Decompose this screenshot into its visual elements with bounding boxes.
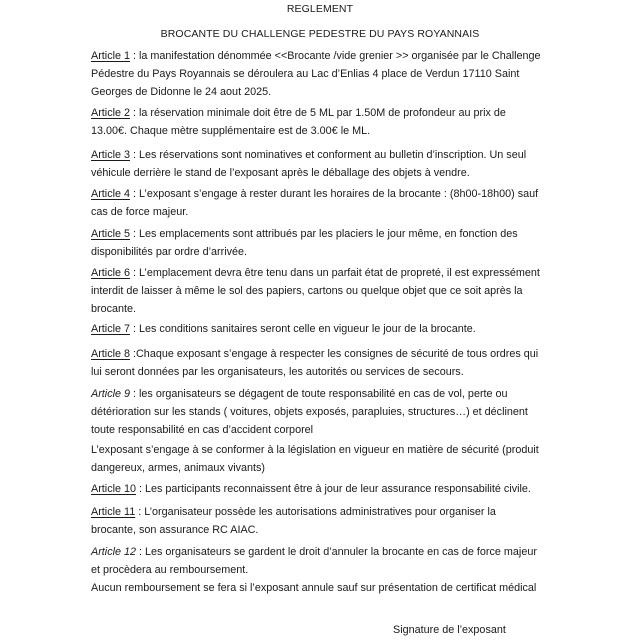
- paragraph-text: : L’organisateur possède les autorisations administratives pour organiser la: [135, 506, 496, 518]
- paragraph-text: brocante.: [91, 303, 137, 315]
- paragraph-text: toute responsabilité en cas d’accident corporel: [91, 424, 314, 436]
- paragraph-text: détérioration sur les stands ( voitures, objets exposés, parapluies, structures…) et déclinent: [91, 406, 528, 418]
- signature-label: Signature de l’exposant: [393, 624, 506, 636]
- paragraph-text: cas de force majeur.: [91, 206, 189, 218]
- article-label: Article 10: [91, 483, 137, 495]
- paragraph-line: [91, 579, 561, 597]
- paragraph-text: : Les emplacements sont attribués par les placiers le jour même, en fonction des: [130, 228, 518, 240]
- paragraph-text: L’exposant s’engage à se conformer à la législation en vigueur en matière de sécurité (produit: [91, 444, 539, 456]
- document-subtitle: BROCANTE DU CHALLENGE PEDESTRE DU PAYS ROYANNAIS: [160, 28, 480, 40]
- paragraph-text: interdit de laisser à même le sol des papiers, cartons ou quelque objet que ce soit après la: [91, 285, 523, 297]
- article-12: [91, 543, 561, 597]
- article-1: [91, 47, 561, 101]
- article-11: [91, 503, 561, 539]
- article-label: Article 7: [91, 323, 131, 335]
- article-10: [91, 480, 561, 498]
- article-7: [91, 320, 561, 338]
- paragraph-line: [91, 65, 561, 83]
- paragraph-line: [91, 320, 561, 338]
- article-label: Article 9: [91, 388, 131, 400]
- paragraph-line: [91, 363, 561, 381]
- paragraph-line: [91, 521, 561, 539]
- document-title: REGLEMENT: [286, 3, 354, 15]
- article-2: [91, 104, 561, 140]
- article-label: Article 5: [91, 228, 131, 240]
- paragraph-line: [91, 441, 561, 459]
- paragraph-text: : la réservation minimale doit être de 5 ML par 1.50M de profondeur au prix de: [130, 107, 506, 119]
- paragraph-line: [91, 47, 561, 65]
- paragraph-line: [91, 104, 561, 122]
- article-label: Article 6: [91, 267, 131, 279]
- article-3: [91, 146, 561, 182]
- paragraph-line: [91, 243, 561, 261]
- article-label: Article 4: [91, 188, 131, 200]
- paragraph-line: [91, 225, 561, 243]
- paragraph-line: [91, 122, 561, 140]
- paragraph-text: lui seront données par les organisateurs, les autorités ou services de secours.: [91, 366, 464, 378]
- article-8: [91, 345, 561, 381]
- paragraph-line: [91, 421, 561, 439]
- article-label: Article 11: [91, 506, 136, 518]
- paragraph-text: Georges de Didonne le 24 aout 2025.: [91, 86, 272, 98]
- article-label: Article 1: [91, 50, 131, 62]
- paragraph-line: [91, 146, 561, 164]
- article-9: [91, 385, 561, 439]
- paragraph-text: : Les réservations sont nominatives et conforment au bulletin d’inscription. Un seul: [130, 149, 527, 161]
- paragraph-line: [91, 83, 561, 101]
- paragraph-line: [91, 203, 561, 221]
- paragraph-text: : la manifestation dénommée <<Brocante /vide grenier >> organisée par le Challenge: [130, 50, 541, 62]
- paragraph-text: Aucun remboursement se fera si l’exposant annule sauf sur présentation de certificat médical: [91, 582, 537, 594]
- paragraph-text: brocante, son assurance RC AIAC.: [91, 524, 259, 536]
- paragraph-text: et procèdera au remboursement.: [91, 564, 249, 576]
- paragraph-text: véhicule derrière le stand de l’exposant après le déballage des objets à vendre.: [91, 167, 470, 179]
- paragraph-text: : Les organisateurs se gardent le droit d’annuler la brocante en cas de force majeur: [136, 546, 537, 558]
- paragraph-text: :Chaque exposant s’engage à respecter les consignes de sécurité de tous ordres qui: [130, 348, 539, 360]
- paragraph-text: : L’exposant s’engage à rester durant les horaires de la brocante : (8h00-18h00) sauf: [130, 188, 539, 200]
- paragraph-text: dangereux, armes, animaux vivants): [91, 462, 266, 474]
- article-label: Article 8: [91, 348, 131, 360]
- paragraph-line: [91, 480, 561, 498]
- paragraph-line: [91, 345, 561, 363]
- article-label: Article 2: [91, 107, 131, 119]
- paragraph-line: [91, 300, 561, 318]
- paragraph-text: 13.00€. Chaque mètre supplémentaire est de 3.00€ le ML.: [91, 125, 371, 137]
- article-label: Article 12: [91, 546, 137, 558]
- paragraph-line: [91, 185, 561, 203]
- paragraph-line: [91, 264, 561, 282]
- paragraph-line: [91, 385, 561, 403]
- paragraph-line: [91, 403, 561, 421]
- paragraph-line: [91, 459, 561, 477]
- paragraph-line: [91, 164, 561, 182]
- paragraph-text: : les organisateurs se dégagent de toute responsabilité en cas de vol, perte ou: [130, 388, 508, 400]
- paragraph-line: [91, 282, 561, 300]
- paragraph-line: [91, 561, 561, 579]
- paragraph-text: Pédestre du Pays Royannais se déroulera au Lac d’Enlias 4 place de Verdun 17110 Saint: [91, 68, 520, 80]
- paragraph-line: [91, 503, 561, 521]
- paragraph-text: : Les participants reconnaissent être à jour de leur assurance responsabilité civile.: [136, 483, 531, 495]
- paragraph-text: disponibilités par ordre d’arrivée.: [91, 246, 248, 258]
- paragraph-security-compliance: [91, 441, 561, 477]
- paragraph-text: : L’emplacement devra être tenu dans un parfait état de propreté, il est expressément: [130, 267, 540, 279]
- article-4: [91, 185, 561, 221]
- article-5: [91, 225, 561, 261]
- paragraph-line: [91, 543, 561, 561]
- paragraph-text: : Les conditions sanitaires seront celle en vigueur le jour de la brocante.: [130, 323, 476, 335]
- article-6: [91, 264, 561, 318]
- article-label: Article 3: [91, 149, 131, 161]
